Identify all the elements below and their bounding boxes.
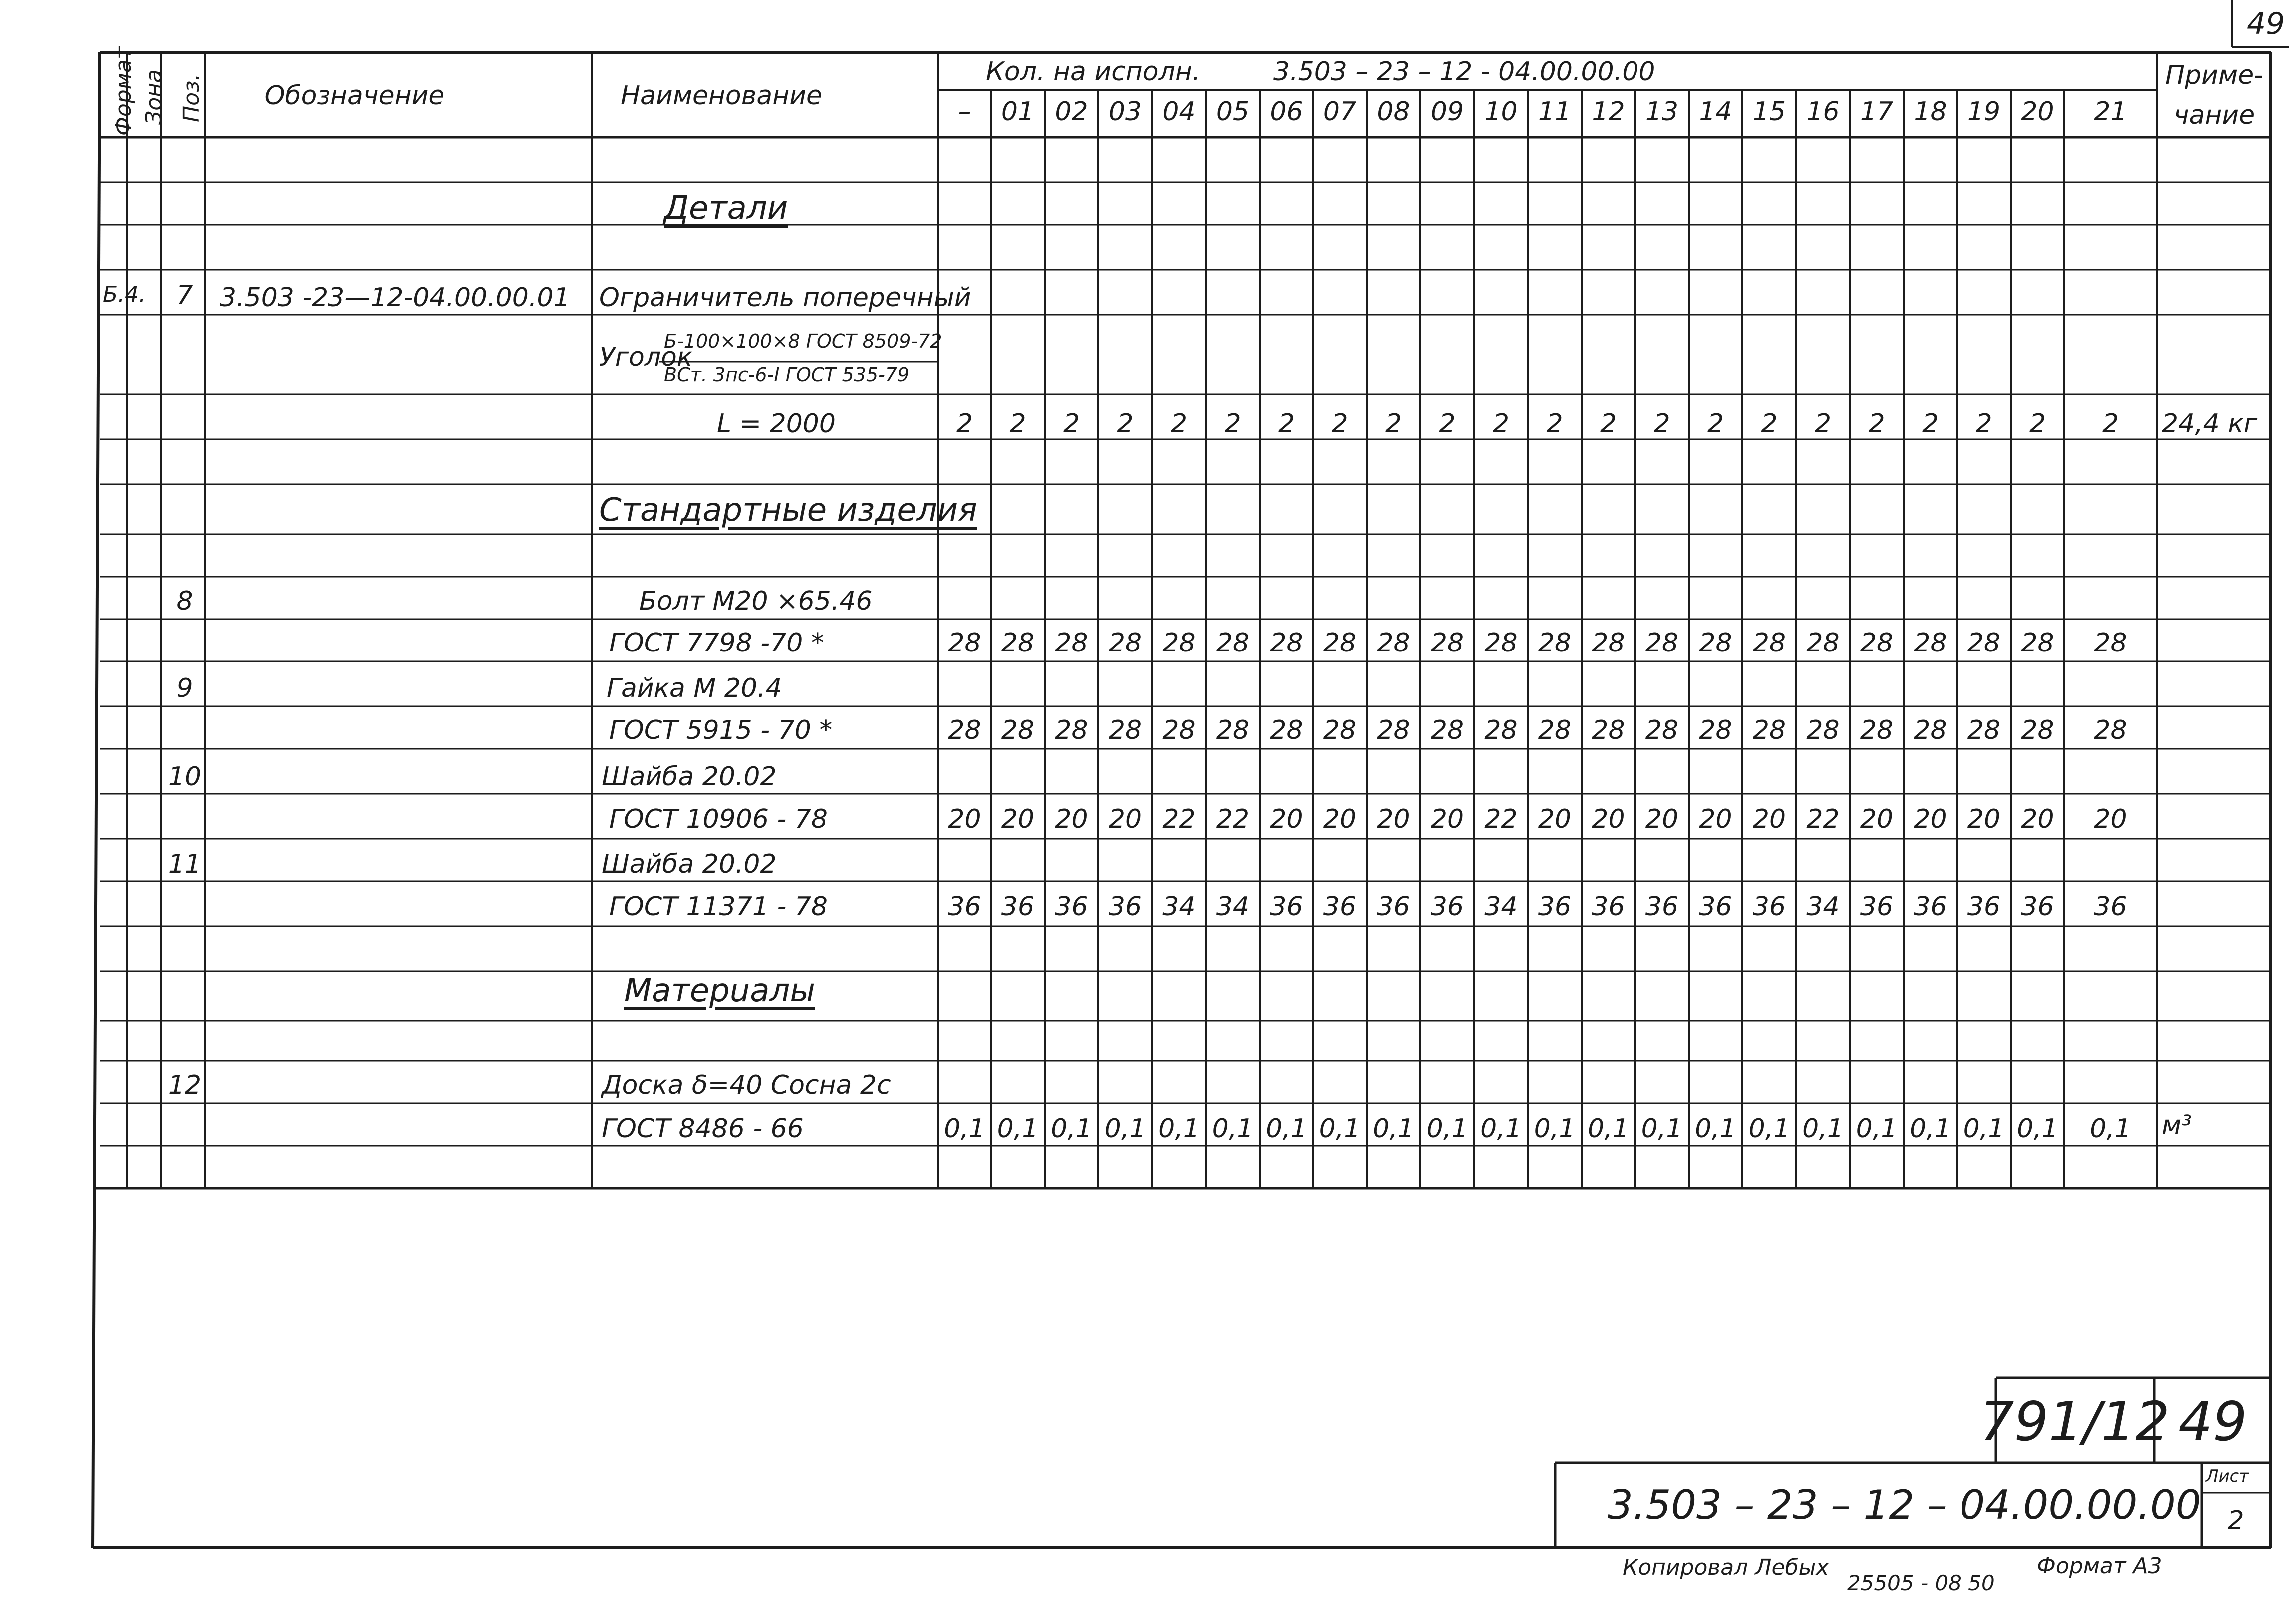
- qty-cell: 0,1: [1534, 1114, 1576, 1144]
- qty-cell: 28: [2021, 628, 2054, 658]
- qty-cell: 20: [948, 804, 981, 834]
- qty-cell: 28: [1055, 628, 1088, 658]
- qty-cell: 20: [1914, 804, 1947, 834]
- qty-cell: 28: [1484, 715, 1518, 745]
- header-note-1: Приме-: [2165, 60, 2263, 90]
- qty-cell: 0,1: [2017, 1114, 2058, 1144]
- qty-cell: 2: [1063, 409, 1080, 439]
- qty-cell: 20: [1055, 804, 1088, 834]
- qty-cell: 36: [1967, 892, 2001, 922]
- qty-cell: 28: [1216, 715, 1250, 745]
- row-note: 24,4 кг: [2162, 409, 2258, 439]
- qty-cell: 0,1: [1266, 1114, 1307, 1144]
- qty-cell: 28: [1055, 715, 1088, 745]
- qty-cell: 28: [1108, 628, 1142, 658]
- stamp-album: 791/12: [1980, 1391, 2170, 1453]
- variant-header: 19: [1967, 97, 2001, 127]
- section-materials: Матерuалы: [624, 973, 815, 1009]
- qty-cell: 28: [1860, 628, 1894, 658]
- qty-cell: 28: [1323, 628, 1357, 658]
- header-pos: Поз.: [179, 73, 204, 122]
- qty-cell: 28: [1323, 715, 1357, 745]
- variant-header: 09: [1430, 97, 1464, 127]
- qty-cell: 28: [948, 715, 981, 745]
- header-format: Формат: [111, 46, 136, 136]
- qty-cell: 36: [2021, 892, 2054, 922]
- header-qty-label: Кол. на исполн.: [986, 57, 1201, 87]
- qty-cell: 0,1: [1748, 1114, 1790, 1144]
- qty-cell: 22: [1162, 804, 1196, 834]
- qty-cell: 28: [2021, 715, 2054, 745]
- qty-cell: 34: [1484, 892, 1518, 922]
- qty-cell: 2: [1009, 409, 1026, 439]
- qty-cell: 28: [1484, 628, 1518, 658]
- row-pos: 9: [176, 673, 193, 703]
- qty-cell: 2: [1761, 409, 1778, 439]
- qty-cell: 20: [1430, 804, 1464, 834]
- angle-bottom: ВСт. 3пс-6-I ГОСТ 535-79: [664, 364, 910, 386]
- variant-header: 13: [1645, 97, 1679, 127]
- qty-cell: 2: [1707, 409, 1724, 439]
- section-details: Детали: [664, 190, 788, 227]
- row-name: Ограничитель поперечный: [599, 283, 971, 313]
- variant-header: –: [958, 97, 971, 127]
- qty-cell: 28: [1806, 715, 1840, 745]
- qty-cell: 22: [1484, 804, 1518, 834]
- qty-cell: 28: [1377, 715, 1410, 745]
- qty-cell: 28: [1699, 628, 1732, 658]
- qty-cell: 20: [1752, 804, 1786, 834]
- qty-cell: 28: [1270, 715, 1303, 745]
- qty-cell: 2: [1117, 409, 1134, 439]
- qty-cell: 0,1: [1910, 1114, 1951, 1144]
- row-name: ГОСТ 8486 - 66: [602, 1114, 804, 1144]
- variant-header: 04: [1162, 97, 1196, 127]
- qty-cell: 36: [1860, 892, 1894, 922]
- variant-header: 12: [1592, 97, 1625, 127]
- row-pos: 8: [176, 586, 193, 616]
- qty-cell: 0,1: [1158, 1114, 1200, 1144]
- row-pos: 11: [168, 849, 202, 879]
- qty-cell: 2: [1868, 409, 1885, 439]
- qty-cell: 28: [1430, 628, 1464, 658]
- footer-order: 25505 - 08 50: [1847, 1571, 1995, 1595]
- qty-cell: 0,1: [1426, 1114, 1468, 1144]
- qty-cell: 20: [1270, 804, 1303, 834]
- qty-cell: 20: [1967, 804, 2001, 834]
- qty-cell: 36: [1538, 892, 1572, 922]
- qty-cell: 28: [1001, 715, 1035, 745]
- row-name: Шайба 20.02: [602, 762, 777, 792]
- qty-cell: 0,1: [1856, 1114, 1898, 1144]
- stamp-designation: 3.503 – 23 – 12 – 04.00.00.00: [1608, 1482, 2201, 1528]
- qty-cell: 28: [1430, 715, 1464, 745]
- variant-header: 18: [1914, 97, 1947, 127]
- qty-cell: 20: [1323, 804, 1357, 834]
- qty-cell: 2: [1170, 409, 1188, 439]
- variant-header: 08: [1377, 97, 1410, 127]
- row-name: Гайка М 20.4: [607, 673, 782, 703]
- qty-cell: 28: [1538, 715, 1572, 745]
- variant-header: 10: [1484, 97, 1518, 127]
- qty-cell: 28: [1216, 628, 1250, 658]
- qty-cell: 20: [2094, 804, 2127, 834]
- qty-cell: 28: [1967, 628, 2001, 658]
- qty-cell: 34: [1216, 892, 1250, 922]
- qty-cell: 2: [1546, 409, 1563, 439]
- qty-cell: 28: [1967, 715, 2001, 745]
- qty-cell: 28: [948, 628, 981, 658]
- qty-cell: 22: [1216, 804, 1250, 834]
- qty-cell: 2: [1975, 409, 1992, 439]
- qty-cell: 20: [1592, 804, 1625, 834]
- qty-cell: 2: [1814, 409, 1832, 439]
- qty-cell: 0,1: [1051, 1114, 1092, 1144]
- variant-header: 06: [1270, 97, 1303, 127]
- qty-cell: 28: [1270, 628, 1303, 658]
- qty-cell: 0,1: [1373, 1114, 1414, 1144]
- angle-top: Б-100×100×8 ГОСТ 8509-72: [664, 330, 942, 352]
- qty-cell: 36: [1645, 892, 1679, 922]
- qty-cell: 36: [1914, 892, 1947, 922]
- qty-cell: 28: [1377, 628, 1410, 658]
- variant-header: 14: [1699, 97, 1732, 127]
- qty-cell: 36: [948, 892, 981, 922]
- qty-cell: 20: [1001, 804, 1035, 834]
- header-note-2: чание: [2173, 100, 2255, 130]
- section-standard: Стандартные изделия: [599, 492, 977, 529]
- row-name: L = 2000: [717, 409, 836, 439]
- qty-cell: 36: [1430, 892, 1464, 922]
- qty-cell: 2: [1492, 409, 1510, 439]
- row-pos: 7: [176, 280, 193, 310]
- qty-cell: 36: [1055, 892, 1088, 922]
- qty-cell: 34: [1806, 892, 1840, 922]
- variant-header: 01: [1001, 97, 1035, 127]
- qty-cell: 28: [1592, 715, 1625, 745]
- qty-cell: 36: [1377, 892, 1410, 922]
- angle-prefix: Уголок: [599, 342, 693, 372]
- qty-cell: 28: [1645, 715, 1679, 745]
- variant-header: 11: [1538, 97, 1572, 127]
- qty-cell: 36: [1592, 892, 1625, 922]
- row-name: Болт М20 ×65.46: [639, 586, 873, 616]
- qty-cell: 0,1: [1480, 1114, 1522, 1144]
- qty-cell: 20: [1108, 804, 1142, 834]
- row-name: ГОСТ 5915 - 70 *: [609, 715, 833, 745]
- qty-cell: 36: [1699, 892, 1732, 922]
- qty-cell: 2: [1385, 409, 1402, 439]
- header-designation: Обозначение: [264, 81, 445, 111]
- qty-cell: 28: [1752, 715, 1786, 745]
- variant-header: 16: [1806, 97, 1840, 127]
- variant-header: 05: [1216, 97, 1250, 127]
- qty-cell: 28: [1001, 628, 1035, 658]
- qty-cell: 20: [1538, 804, 1572, 834]
- row-format: Б.4.: [103, 282, 146, 307]
- stamp-sheet-label: Лист: [2206, 1466, 2249, 1486]
- header-zone: Зона: [141, 69, 167, 125]
- row-name: Доска δ=40 Сосна 2с: [602, 1070, 891, 1100]
- qty-cell: 0,1: [1695, 1114, 1736, 1144]
- variant-header: 20: [2021, 97, 2054, 127]
- variant-header: 21: [2094, 97, 2127, 127]
- row-pos: 10: [168, 762, 202, 792]
- row-pos: 12: [168, 1070, 202, 1100]
- qty-cell: 22: [1806, 804, 1840, 834]
- page-number: 49: [2247, 6, 2285, 41]
- qty-cell: 2: [1600, 409, 1617, 439]
- variant-header: 15: [1752, 97, 1786, 127]
- qty-cell: 28: [1914, 628, 1947, 658]
- qty-cell: 20: [1699, 804, 1732, 834]
- qty-cell: 28: [1860, 715, 1894, 745]
- qty-cell: 2: [1653, 409, 1670, 439]
- qty-cell: 2: [1224, 409, 1241, 439]
- qty-cell: 28: [2094, 715, 2127, 745]
- qty-cell: 0,1: [1588, 1114, 1629, 1144]
- qty-cell: 2: [1278, 409, 1295, 439]
- stamp-sheet: 2: [2227, 1506, 2244, 1536]
- row-name: ГОСТ 10906 - 78: [609, 804, 828, 834]
- row-name: ГОСТ 7798 -70 *: [609, 628, 824, 658]
- qty-cell: 28: [1752, 628, 1786, 658]
- variant-header: 17: [1860, 97, 1894, 127]
- stamp-page: 49: [2178, 1391, 2247, 1453]
- qty-cell: 2: [1922, 409, 1939, 439]
- row-note: м³: [2162, 1110, 2192, 1140]
- qty-cell: 36: [1270, 892, 1303, 922]
- qty-cell: 0,1: [1802, 1114, 1844, 1144]
- qty-cell: 28: [1162, 628, 1196, 658]
- row-designation: 3.503 -23—12-04.00.00.01: [220, 283, 570, 313]
- qty-cell: 0,1: [944, 1114, 985, 1144]
- qty-cell: 28: [1592, 628, 1625, 658]
- qty-cell: 28: [2094, 628, 2127, 658]
- row-name: Шайба 20.02: [602, 849, 777, 879]
- row-name: ГОСТ 11371 - 78: [609, 892, 828, 922]
- qty-cell: 28: [1538, 628, 1572, 658]
- qty-cell: 28: [1108, 715, 1142, 745]
- qty-cell: 2: [956, 409, 973, 439]
- qty-cell: 20: [1377, 804, 1410, 834]
- variant-header: 07: [1323, 97, 1357, 127]
- qty-cell: 28: [1806, 628, 1840, 658]
- header-name: Наименование: [620, 81, 823, 111]
- qty-cell: 34: [1162, 892, 1196, 922]
- qty-cell: 36: [1752, 892, 1786, 922]
- footer-format: Формат А3: [2037, 1553, 2162, 1579]
- qty-cell: 20: [2021, 804, 2054, 834]
- qty-cell: 28: [1699, 715, 1732, 745]
- qty-cell: 28: [1162, 715, 1196, 745]
- qty-cell: 2: [1439, 409, 1456, 439]
- qty-cell: 28: [1914, 715, 1947, 745]
- qty-cell: 0,1: [1212, 1114, 1254, 1144]
- variant-header: 02: [1055, 97, 1088, 127]
- qty-cell: 36: [1108, 892, 1142, 922]
- qty-cell: 0,1: [1104, 1114, 1146, 1144]
- qty-cell: 2: [1331, 409, 1348, 439]
- variant-header: 03: [1108, 97, 1142, 127]
- qty-cell: 2: [2102, 409, 2119, 439]
- qty-cell: 20: [1860, 804, 1894, 834]
- qty-cell: 0,1: [1641, 1114, 1683, 1144]
- qty-cell: 2: [2029, 409, 2046, 439]
- qty-cell: 36: [2094, 892, 2127, 922]
- qty-cell: 28: [1645, 628, 1679, 658]
- qty-cell: 0,1: [2090, 1114, 2131, 1144]
- qty-cell: 20: [1645, 804, 1679, 834]
- qty-cell: 0,1: [1319, 1114, 1361, 1144]
- qty-cell: 36: [1323, 892, 1357, 922]
- qty-cell: 36: [1001, 892, 1035, 922]
- header-qty-doc: 3.503 – 23 – 12 - 04.00.00.00: [1273, 57, 1655, 87]
- footer-copied: Копировал Лебых: [1623, 1555, 1829, 1580]
- qty-cell: 0,1: [1963, 1114, 2005, 1144]
- qty-cell: 0,1: [997, 1114, 1039, 1144]
